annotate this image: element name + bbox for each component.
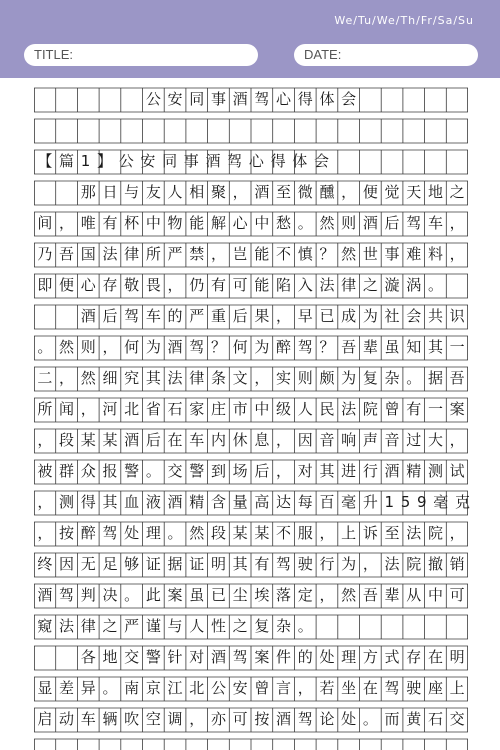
text-line: 终因无足够证据证明其有驾驶行为，法院撤销 [37,554,472,573]
date-field[interactable]: DATE: [294,44,478,66]
text-line: 间，唯有杯中物能解心中愁。然则酒后驾车， [37,213,472,232]
text-line: 窥法律之严谨与人性之复杂。 [37,616,320,635]
text-line: 被群众报警。交警到场后，对其进行酒精测试 [37,461,472,480]
text-line: 酒驾判决。此案虽已尘埃落定，然吾辈从中可 [37,585,472,604]
text-line: 启动车辆吹空调，亦可按酒驾论处。而黄石交 [37,709,472,728]
text-line: 即便心存敬畏，仍有可能陷入法律之漩涡。 [37,275,450,294]
text-line: 那日与友人相聚，酒至微醺，便觉天地之 [80,182,472,201]
title-field[interactable]: TITLE: [24,44,258,66]
sheet-subheading: 【篇1】公安同事酒驾心得体会 [37,151,336,170]
text-line: 二，然细究其法律条文，实则颇为复杂。据吾 [37,368,472,387]
sheet-heading: 公安同事酒驾心得体会 [145,89,363,108]
text-line: 所闻，河北省石家庄市中级人民法院曾有一案 [37,399,472,418]
text-line: ，按醉驾处理。然段某某不服，上诉至法院， [37,523,472,542]
text-line: 乃吾国法律所严禁，岂能不慎？然世事难料， [37,244,472,263]
header-band [0,0,500,78]
text-line: ，段某某酒后在车内休息，因音响声音过大， [37,430,472,449]
text-line: 各地交警针对酒驾案件的处理方式存在明 [80,647,472,666]
text-line: 酒后驾车的严重后果，早已成为社会共识 [80,306,472,325]
text-line: ，测得其血液酒精含量高达每百毫升159毫克 [37,492,477,511]
text-layer [34,86,477,750]
text-line: 。然则，何为酒驾？何为醉驾？吾辈虽知其一 [37,337,472,356]
text-line: 显差异。南京江北公安曾言，若坐在驾驶座上 [37,678,472,697]
weekday-labels: We/Tu/We/Th/Fr/Sa/Su [334,14,474,27]
writing-sheet [34,86,477,750]
